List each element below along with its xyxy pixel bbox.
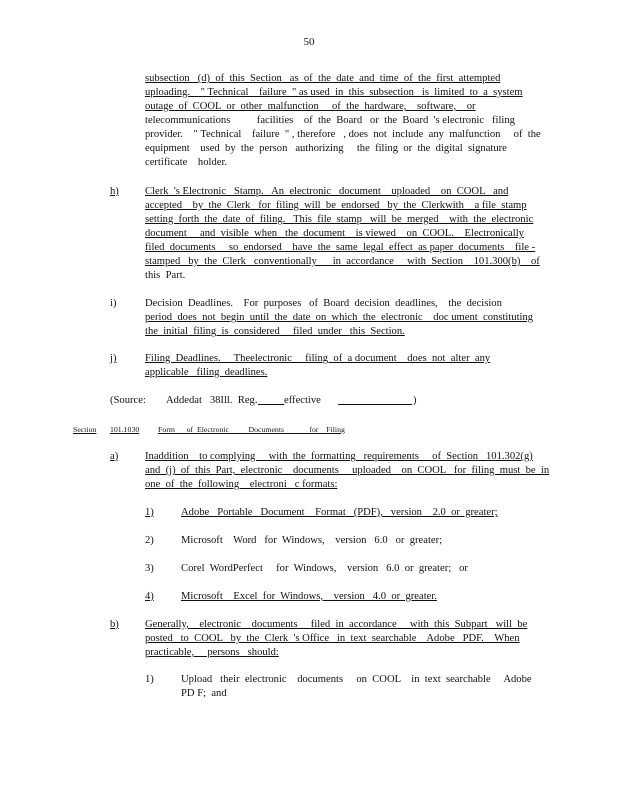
source-close: ): [413, 395, 417, 406]
source-blank-1: [258, 394, 284, 410]
item-line: Clerk 's Electronic Stamp. An electronic document uploaded on COOL and: [145, 186, 509, 197]
format-marker: 1): [145, 507, 154, 518]
sub-item-line: Upload their electronic documents on COOL in text searchable Adobe: [181, 674, 532, 685]
section-title: Form of Electronic Documents for Filing: [158, 425, 345, 434]
item-line: period does not begin until the date on which the electronic doc ument constituting: [145, 312, 534, 323]
format-item: Microsoft Word for Windows, version 6.0 or greater;: [181, 535, 443, 546]
item-marker: a): [110, 451, 119, 462]
item-line: Inaddition to complying with the formatting requirements of Section 101.302(g): [145, 451, 533, 462]
format-marker: 3): [145, 563, 154, 574]
format-marker: 2): [145, 535, 154, 546]
item-line: stamped by the Clerk conventionally in accordance with Section 101.300(b) of: [145, 256, 540, 267]
page-number: 50: [303, 36, 315, 48]
item-marker: b): [110, 619, 119, 630]
item-line: one of the following electroni c formats:: [145, 479, 338, 490]
source-text: Addedat 38Ill. Reg.: [166, 395, 258, 406]
format-item: Adobe Portable Document Format (PDF), version 2.0 or greater;: [181, 507, 498, 518]
item-marker: j): [110, 353, 117, 364]
intro-line: certificate holder.: [145, 157, 228, 168]
item-line: and (j) of this Part, electronic documents uploaded on COOL for filing must be in: [145, 465, 550, 476]
item-line: Filing Deadlines. Theelectronic filing of a document does not alter any: [145, 353, 491, 364]
item-line: the initial filing is considered filed under this Section.: [145, 326, 405, 337]
source-blank-2: [338, 394, 412, 410]
intro-line: uploading. " Technical failure " as used in this subsection is limited to a system: [145, 87, 523, 98]
format-item: Microsoft Excel for Windows, version 4.0 or greater.: [181, 591, 437, 602]
section-id: 101.1030: [110, 425, 140, 434]
format-item: Corel WordPerfect for Windows, version 6.0 or greater; or: [181, 563, 468, 574]
section-label: Section: [73, 425, 97, 434]
item-line: Generally, electronic documents filed in accordance with this Subpart will be: [145, 619, 528, 630]
item-line: practicable, persons should:: [145, 647, 279, 658]
source-label: (Source:: [110, 395, 146, 406]
item-line: setting forth the date of filing. This file stamp will be merged with the electronic: [145, 214, 534, 225]
intro-line: provider. " Technical failure " , therefore , does not include any malfunction of the: [145, 129, 541, 140]
item-line: filed documents so endorsed have the same legal effect as paper documents file -: [145, 242, 536, 253]
item-line: this Part.: [145, 270, 186, 281]
intro-line: subsection (d) of this Section as of the date and time of the first attempted: [145, 73, 501, 84]
source-effective: effective: [284, 395, 321, 406]
sub-item-marker: 1): [145, 674, 154, 685]
format-marker: 4): [145, 591, 154, 602]
item-line: Decision Deadlines. For purposes of Board decision deadlines, the decision: [145, 298, 502, 309]
item-line: posted to COOL by the Clerk 's Office in text searchable Adobe PDF. When: [145, 633, 520, 644]
item-line: applicable filing deadlines.: [145, 367, 268, 378]
item-line: document and visible when the document is viewed on COOL. Electronically: [145, 228, 524, 239]
item-marker: h): [110, 186, 119, 197]
intro-line: equipment used by the person authorizing the filing or the digital signature: [145, 143, 507, 154]
intro-line: outage of COOL or other malfunction of the hardware, software, or: [145, 101, 476, 112]
sub-item-line: PD F; and: [181, 688, 227, 699]
item-line: accepted by the Clerk for filing will be endorsed by the Clerkwith a file stamp: [145, 200, 527, 211]
intro-line: telecommunications facilities of the Board or the Board 's electronic filing: [145, 115, 515, 126]
item-marker: i): [110, 298, 117, 309]
